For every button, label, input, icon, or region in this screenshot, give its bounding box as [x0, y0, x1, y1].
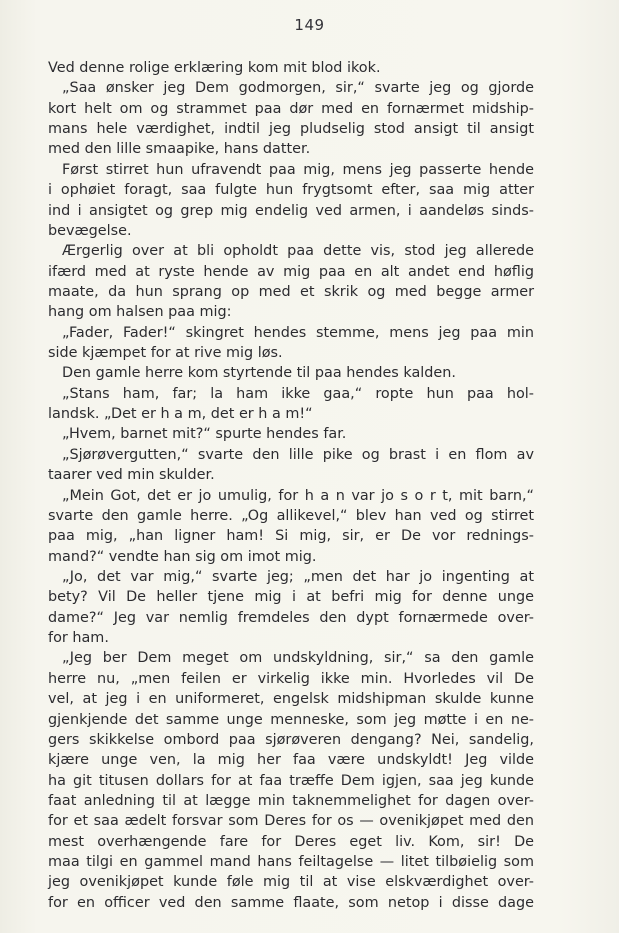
text-line: side kjæmpet for at rive mig løs. — [48, 345, 283, 362]
text-line: vel, at jeg i en uniformeret, engelsk midshipman skulde kunne — [48, 691, 534, 708]
text-line: Ærgerlig over at bli opholdt paa dette vis, stod jeg allerede — [62, 243, 534, 260]
text-line: faat anledning til at lægge min taknemmelighet for dagen over- — [48, 792, 534, 809]
text-line: „Hvem, barnet mit?“ spurte hendes far. — [62, 426, 347, 443]
text-line: mand?“ vendte han sig om imot mig. — [48, 548, 317, 565]
text-line: „Fader, Fader!“ skingret hendes stemme, mens jeg paa min — [62, 324, 534, 341]
text-line: Den gamle herre kom styrtende til paa hendes kalden. — [62, 365, 456, 382]
text-line: „Sjørøvergutten,“ svarte den lille pike og brast i en flom av — [62, 446, 534, 463]
text-line: for ham. — [48, 630, 109, 647]
text-line: „Jeg ber Dem meget om undskyldning, sir,“ sa den gamle — [62, 650, 534, 667]
text-line: Først stirret hun ufravendt paa mig, mens jeg passerte hende — [62, 161, 534, 178]
text-line: gjenkjende det samme unge menneske, som jeg møtte i en ne- — [48, 711, 534, 728]
text-line: dame?“ Jeg var nemlig fremdeles den dypt fornærmede over- — [48, 609, 534, 626]
text-line: kjære unge ven, la mig her faa være undskyldt! Jeg vilde — [48, 752, 534, 769]
text-line: taarer ved min skulder. — [48, 467, 215, 484]
text-line: paa mig, „han ligner ham! Si mig, sir, er De vor rednings- — [48, 528, 534, 545]
text-line: for et saa ædelt forsvar som Deres for os — ovenikjøpet med den — [48, 813, 534, 830]
text-line: hang om halsen paa mig: — [48, 304, 232, 321]
text-line: „Saa ønsker jeg Dem godmorgen, sir,“ svarte jeg og gjorde — [62, 80, 534, 97]
text-line: bety? Vil De heller tjene mig i at befri mig for denne unge — [48, 589, 534, 606]
text-line: maa tilgi en gammel mand hans feiltagelse — litet tilbøielig som — [48, 854, 534, 871]
text-line: ind i ansigtet og grep mig endelig ved armen, i aandeløs sinds- — [48, 202, 534, 219]
text-line: for en officer ved den samme flaate, som netop i disse dage — [48, 894, 534, 911]
text-line: „Mein Got, det er jo umulig, for h a n var jo s o r t, mit barn,“ — [62, 487, 534, 504]
text-line: i ophøiet foragt, saa fulgte hun frygtsomt efter, saa mig atter — [48, 182, 534, 199]
text-line: bevægelse. — [48, 222, 132, 239]
text-line: med den lille smaapike, hans datter. — [48, 141, 311, 158]
text-line: mest overhængende fare for Deres eget liv. Kom, sir! De — [48, 833, 534, 850]
text-line: landsk. „Det er h a m, det er h a m!“ — [48, 406, 313, 423]
text-line: ifærd med at ryste hende av mig paa en alt andet end høflig — [48, 263, 534, 280]
text-line: „Stans ham, far; la ham ikke gaa,“ ropte hun paa hol- — [62, 385, 534, 402]
text-line: mans hele værdighet, indtil jeg pludselig stod ansigt til ansigt — [48, 121, 534, 138]
text-line: Ved denne rolige erklæring kom mit blod ikok. — [48, 60, 381, 76]
text-line: kort helt om og strammet paa dør med en fornærmet midship- — [48, 100, 534, 117]
text-line: gers skikkelse ombord paa sjørøveren dengang? Nei, sandelig, — [48, 731, 534, 748]
text-line: jeg ovenikjøpet kunde føle mig til at vise elskværdighet over- — [48, 874, 534, 891]
text-line: ha git titusen dollars for at faa træffe Dem igjen, saa jeg kunde — [48, 772, 534, 789]
text-line: svarte den gamle herre. „Og allikevel,“ blev han ved og stirret — [48, 507, 534, 524]
text-line: „Jo, det var mig,“ svarte jeg; „men det har jo ingenting at — [62, 568, 534, 585]
page-number: 149 — [294, 16, 325, 34]
text-line: maate, da hun sprang op med et skrik og med begge armer — [48, 283, 534, 300]
text-line: herre nu, „men feilen er virkelig ikke min. Hvorledes vil De — [48, 670, 534, 687]
body-text — [48, 58, 534, 913]
